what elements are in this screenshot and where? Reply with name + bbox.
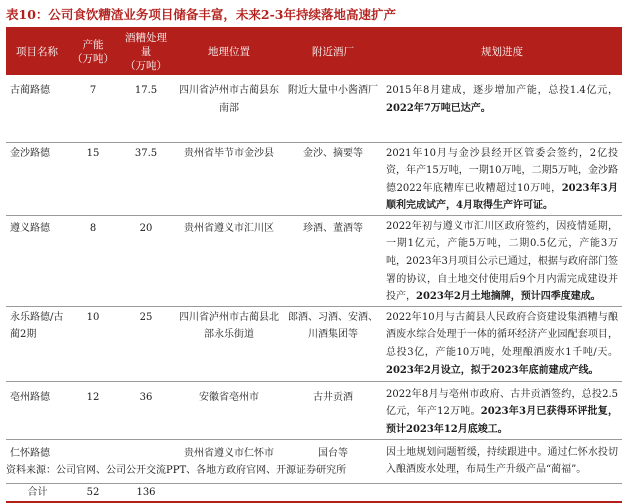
cell-waste: 20 bbox=[118, 215, 174, 306]
cell-factory: 郎酒、习酒、安酒、川酒集团等 bbox=[284, 306, 382, 381]
header-location: 地理位置 bbox=[174, 29, 284, 75]
header-row bbox=[6, 29, 622, 75]
table-row bbox=[6, 75, 622, 142]
progress-highlight: 2023年3月已获得环评批复，预计2023年12月底竣工。 bbox=[386, 406, 618, 436]
table-row bbox=[6, 381, 622, 439]
cell-waste: 17.5 bbox=[118, 75, 174, 142]
table-row bbox=[6, 215, 622, 306]
cell-location: 四川省泸州市古蔺县北部永乐街道 bbox=[174, 306, 284, 381]
cell-location: 四川省泸州市古蔺县东南部 bbox=[174, 75, 284, 142]
progress-text: 2022年初与遵义市汇川区政府签约，因疫情延期，一期1亿元，产能5万吨，二期0.5亿元，产能3万吨，2023年3月项目公示已通过，根据与政府部门签署的协议，自土地交付使用后9个月内需完成建设并投产， bbox=[386, 220, 618, 303]
cell-progress bbox=[382, 75, 622, 142]
table-title: 表10：公司食饮糟渣业务项目储备丰富，未来2-3年持续落地高速扩产 bbox=[6, 7, 396, 22]
total-waste: 136 bbox=[118, 483, 174, 502]
progress-text: 2015年8月建成，逐步增加产能，总投1.4亿元， bbox=[386, 85, 618, 96]
cell-waste: 36 bbox=[118, 381, 174, 439]
cell-capacity: 15 bbox=[68, 142, 118, 215]
cell-name: 遵义路德 bbox=[6, 215, 68, 306]
total-capacity: 52 bbox=[68, 483, 118, 502]
cell-location: 安徽省亳州市 bbox=[174, 381, 284, 439]
cell-name: 金沙路德 bbox=[6, 142, 68, 215]
total-empty bbox=[284, 483, 382, 502]
header-progress: 规划进度 bbox=[382, 29, 622, 75]
table-row bbox=[6, 142, 622, 215]
cell-waste: 25 bbox=[118, 306, 174, 381]
table-row bbox=[6, 306, 622, 381]
progress-highlight: 2023年2月设立，拟于2023年底前建成产线。 bbox=[386, 364, 599, 376]
progress-highlight: 2023年3月顺利完成试产，4月取得生产许可证。 bbox=[386, 182, 618, 212]
cell-location: 贵州省遵义市仁怀市 bbox=[174, 439, 284, 483]
progress-text: 2022年10月与古蔺县人民政府合资建设集酒糟与酿酒废水综合处理于一体的循环经济产业园配套项目，总投3亿，产能10万吨，处理酿酒废水1千吨/天。 bbox=[386, 311, 618, 359]
cell-capacity: 8 bbox=[68, 215, 118, 306]
cell-location: 贵州省毕节市金沙县 bbox=[174, 142, 284, 215]
cell-progress bbox=[382, 306, 622, 381]
header-waste-line1: 酒糟处理量 bbox=[125, 32, 167, 58]
project-table bbox=[6, 29, 622, 503]
header-capacity-line1: 产能 bbox=[82, 39, 104, 51]
cell-capacity: 7 bbox=[68, 75, 118, 142]
cell-name: 仁怀路德 bbox=[6, 439, 68, 483]
cell-capacity: 10 bbox=[68, 306, 118, 381]
header-waste-line2: （万吨） bbox=[125, 60, 167, 72]
total-label: 合计 bbox=[6, 483, 68, 502]
header-capacity bbox=[68, 29, 118, 75]
header-name: 项目名称 bbox=[6, 29, 68, 75]
progress-text: 因土地规划问题暂缓，持续跟进中。通过仁怀水投切入酿酒废水处理，布局生产升级产品“蔺福”。 bbox=[386, 446, 618, 476]
progress-text: 2021年10月与金沙县经开区管委会签约，2亿投资，年产15万吨，一期10万吨，二期5万吨，金沙路德2022年底糟库已收糟超过10万吨， bbox=[386, 147, 618, 194]
cell-waste: 37.5 bbox=[118, 142, 174, 215]
progress-text: 2022年8月与亳州市政府、古井贡酒签约，总投2.5亿元，年产12万吨。 bbox=[386, 388, 618, 418]
cell-factory: 古井贡酒 bbox=[284, 381, 382, 439]
progress-highlight: 2022年7万吨已达产。 bbox=[386, 102, 491, 114]
cell-factory: 附近大量中小酱酒厂 bbox=[284, 75, 382, 142]
progress-highlight: 2023年2月土地摘牌，预计四季度建成。 bbox=[416, 291, 601, 303]
cell-location: 贵州省遵义市汇川区 bbox=[174, 215, 284, 306]
total-empty bbox=[382, 483, 622, 502]
cell-name: 亳州路德 bbox=[6, 381, 68, 439]
cell-progress bbox=[382, 142, 622, 215]
cell-progress bbox=[382, 381, 622, 439]
cell-factory: 珍酒、董酒等 bbox=[284, 215, 382, 306]
cell-name: 永乐路德/古蔺2期 bbox=[6, 306, 68, 381]
cell-name: 古蔺路德 bbox=[6, 75, 68, 142]
source-note: 资料来源：公司官网、公司公开交流PPT、各地方政府官网、开源证券研究所 bbox=[6, 465, 347, 476]
cell-capacity: 12 bbox=[68, 381, 118, 439]
header-factory: 附近酒厂 bbox=[284, 29, 382, 75]
header-capacity-line2: （万吨） bbox=[72, 53, 114, 65]
total-empty bbox=[174, 483, 284, 502]
cell-factory: 国台等 bbox=[284, 439, 382, 483]
cell-progress bbox=[382, 215, 622, 306]
header-waste bbox=[118, 29, 174, 75]
total-row bbox=[6, 483, 622, 502]
cell-factory: 金沙、摘要等 bbox=[284, 142, 382, 215]
